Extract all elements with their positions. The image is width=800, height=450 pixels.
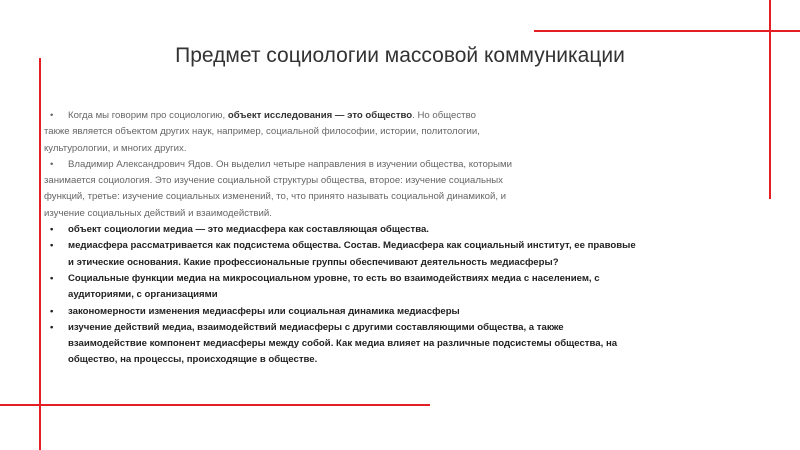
decor-line-top-horizontal [534, 30, 800, 32]
list-item: • изучение действий медиа, взаимодействий медиасферы с другими составляющими общества, а также взаимодействие компонент медиасферы между собой. Как медиа влияет на различные подсистемы общества, на общество, на процессы, происходящие в обществе. [50, 321, 618, 366]
list-item: • Владимир Александрович Ядов. Он выделил четыре направления в изучении общества, которыми занимается социология. Это изучение социальной структуры общества, второе: изучение социальных функций, третье: изучение социальных изменений, то, что принято называть социальной динамикой, и изучение социальных действий и взаимодействий. [44, 158, 512, 219]
bullet-icon: • [50, 321, 54, 333]
list-item: • закономерности изменения медиасферы или социальная динамика медиасферы [44, 304, 756, 320]
list-item: • медиасфера рассматривается как подсистема общества. Состав. Медиасфера как социальный институт, ее правовые и этические основания. Какие профессиональные группы обеспечивают деятельность медиасферы? [50, 240, 636, 268]
decor-line-bottom-horizontal [0, 404, 430, 406]
bullet-icon: • [50, 305, 54, 317]
list-item: • объект социологии медиа — это медиасфера как составляющая общества. [44, 222, 756, 238]
decor-line-right-vertical [769, 0, 771, 199]
decor-line-left-vertical [39, 58, 41, 450]
bullet-icon: • [50, 224, 54, 236]
slide-title: Предмет социологии массовой коммуникации [175, 44, 625, 67]
bullet-list [44, 108, 756, 369]
list-item: • Социальные функции медиа на микросоциальном уровне, то есть во взаимодействиях медиа с населением, с аудиториями, с организациями [50, 272, 600, 301]
bullet-icon: • [50, 110, 54, 121]
list-item: • Когда мы говорим про социологию, объект исследования — это общество. Но общество также является объектом других наук, например, социальной философии, истории, политологии, культурологии, и многих других. [44, 110, 480, 154]
bullet-icon: • [50, 240, 54, 252]
bullet-icon: • [50, 272, 54, 284]
bullet-icon: • [50, 158, 54, 170]
